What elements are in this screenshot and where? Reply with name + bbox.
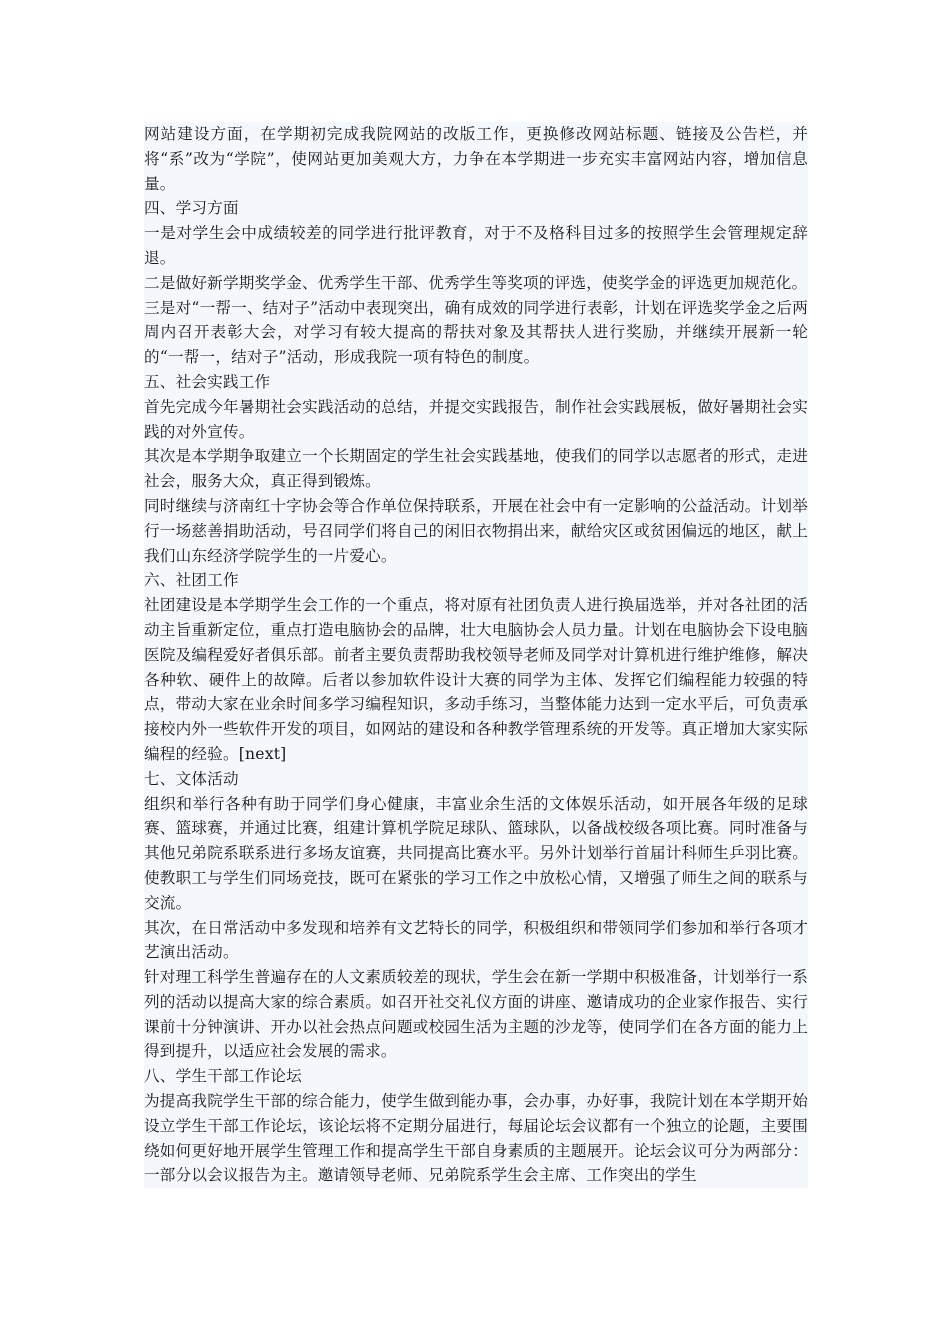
section-heading-cadre-forum: 八、学生干部工作论坛 <box>144 1067 302 1086</box>
paragraph-forum: 为提高我院学生干部的综合能力，使学生做到能办事，会办事，办好事，我院计划在本学期开始设立学生干部工作论坛，该论坛将不定期分届进行，每届论坛会议都有一个独立的论题，主要围绕如何更好地开展学生管理工作和提高学生干部自身素质的主题展开。论坛会议可分为两部分：一部分以会议报告为主。邀请领导老师、兄弟院系学生会主席、工作突出的学生 <box>144 1092 808 1185</box>
document-body <box>144 122 808 1188</box>
paragraph-sports-3: 针对理工科学生普遍存在的人文素质较差的现状，学生会在新一学期中积极准备，计划举行一系列的活动以提高大家的综合素质。如召开社交礼仪方面的讲座、邀请成功的企业家作报告、实行课前十分钟演讲、开办以社会热点问题或校园生活为主题的沙龙等，使同学们在各方面的能力上得到提升，以适应社会发展的需求。 <box>144 968 808 1061</box>
paragraph-practice-3: 同时继续与济南红十字协会等合作单位保持联系，开展在社会中有一定影响的公益活动。计划举行一场慈善捐助活动，号召同学们将自己的闲旧衣物捐出来，献给灾区或贫困偏远的地区，献上我们山东经济学院学生的一片爱心。 <box>144 496 808 565</box>
paragraph-clubs: 社团建设是本学期学生会工作的一个重点，将对原有社团负责人进行换届选举，并对各社团的活动主旨重新定位，重点打造电脑协会的品牌，壮大电脑协会人员力量。计划在电脑协会下设电脑医院及编程爱好者俱乐部。前者主要负责帮助我校领导老师及同学对计算机进行维护维修，解决各种软、硬件上的故障。后者以参加软件设计大赛的同学为主体、发挥它们编程能力较强的特点，带动大家在业余时间多学习编程知识，多动手练习，当整体能力达到一定水平后，可负责承接校内外一些软件开发的项目，如网站的建设和各种教学管理系统的开发等。真正增加大家实际编程的经验。[next] <box>144 596 808 763</box>
paragraph-practice-2: 其次是本学期争取建立一个长期固定的学生社会实践基地，使我们的同学以志愿者的形式，走进社会，服务大众，真正得到锻炼。 <box>144 447 808 491</box>
paragraph-sports-1: 组织和举行各种有助于同学们身心健康，丰富业余生活的文体娱乐活动，如开展各年级的足球赛、篮球赛，并通过比赛，组建计算机学院足球队、篮球队，以备战校级各项比赛。同时准备与其他兄弟院系联系进行多场友谊赛，共同提高比赛水平。另外计划举行首届计科师生乒羽比赛。使教职工与学生们同场竞技，既可在紧张的学习工作之中放松心情，又增强了师生之间的联系与交流。 <box>144 794 808 912</box>
paragraph-sports-2: 其次，在日常活动中多发现和培养有文艺特长的同学，积极组织和带领同学们参加和举行各项才艺演出活动。 <box>144 918 808 962</box>
paragraph-study-1: 一是对学生会中成绩较差的同学进行批评教育，对于不及格科目过多的按照学生会管理规定辞退。 <box>144 224 808 267</box>
section-heading-clubs: 六、社团工作 <box>144 571 239 590</box>
paragraph-website: 网站建设方面，在学期初完成我院网站的改版工作，更换修改网站标题、链接及公告栏，并将“系”改为“学院”，使网站更加美观大方，力争在本学期进一步充实丰富网站内容，增加信息量。 <box>144 125 808 193</box>
paragraph-study-2: 二是做好新学期奖学金、优秀学生干部、优秀学生等奖项的评选，使奖学金的评选更加规范化。 <box>144 273 808 292</box>
section-heading-study: 四、学习方面 <box>144 199 239 218</box>
section-heading-social-practice: 五、社会实践工作 <box>144 372 271 391</box>
paragraph-practice-1: 首先完成今年暑期社会实践活动的总结，并提交实践报告，制作社会实践展板，做好暑期社会实践的对外宣传。 <box>144 397 808 441</box>
section-heading-sports-culture: 七、文体活动 <box>144 769 239 788</box>
paragraph-study-3: 三是对“一帮一、结对子”活动中表现突出，确有成效的同学进行表彰，计划在评选奖学金之后两周内召开表彰大会，对学习有较大提高的帮扶对象及其帮扶人进行奖励，并继续开展新一轮的“一帮一，结对子”活动，形成我院一项有特色的制度。 <box>144 298 808 367</box>
